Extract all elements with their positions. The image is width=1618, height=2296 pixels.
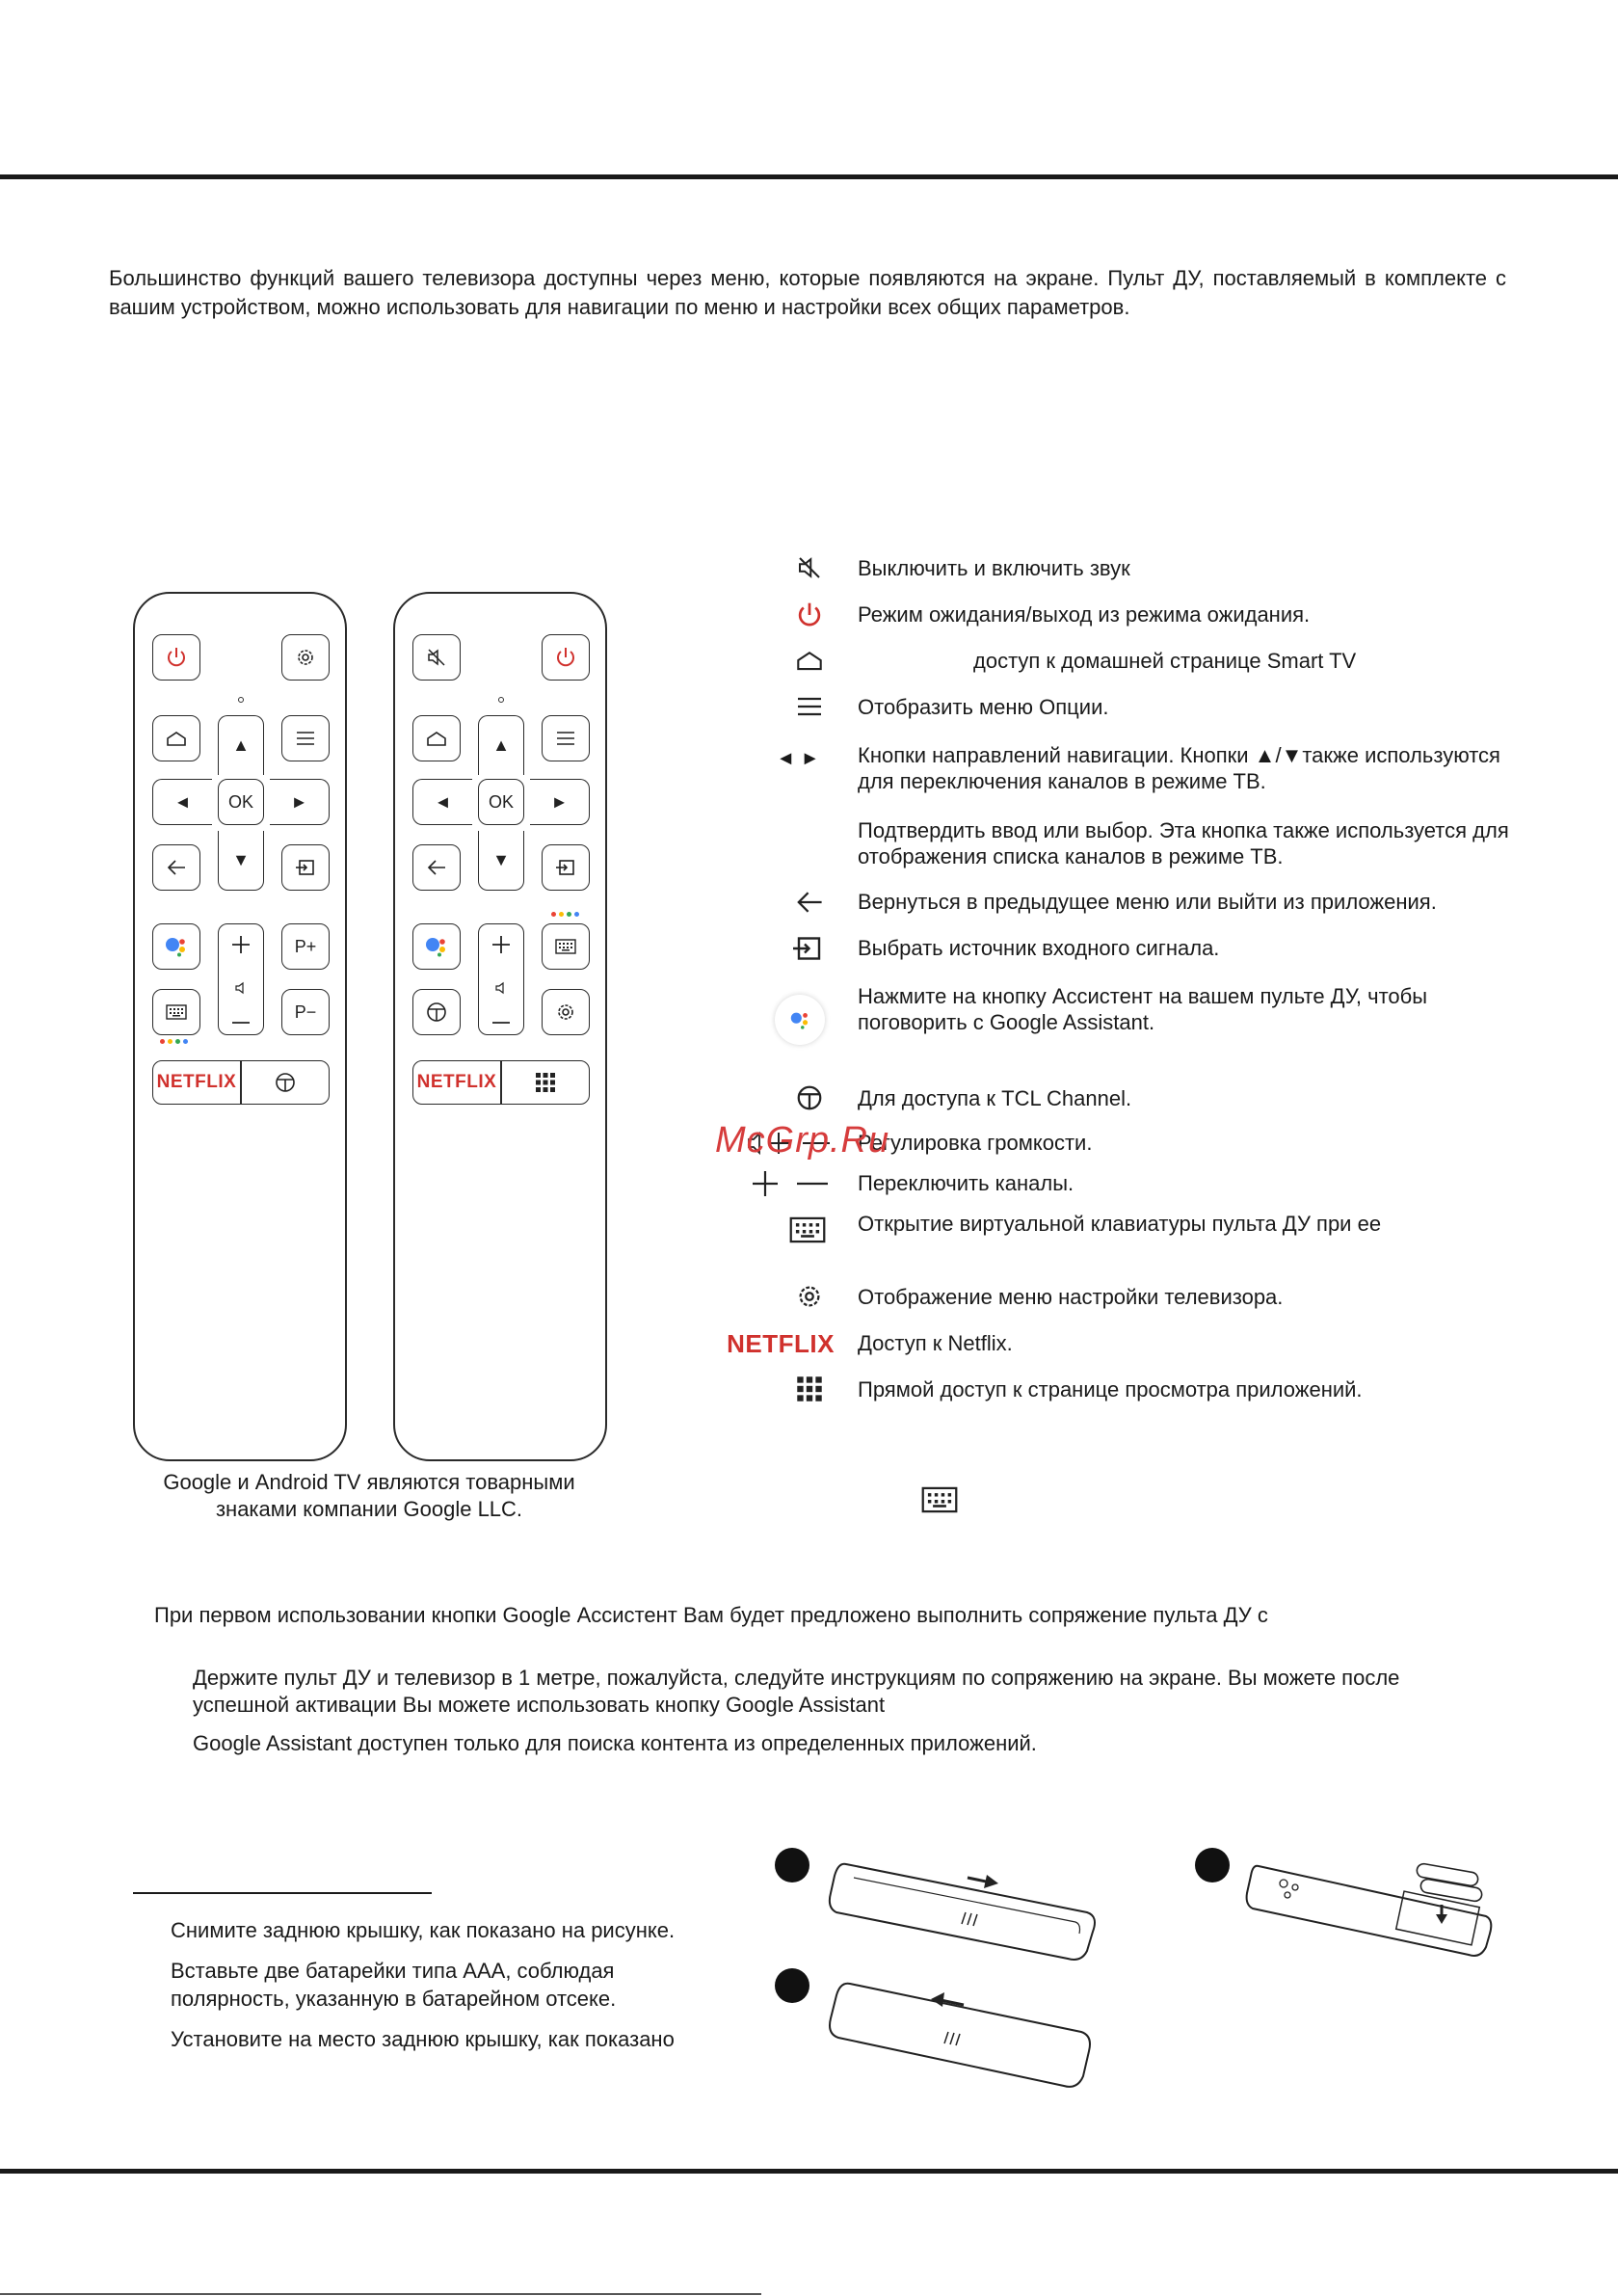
legend-power: Режим ожидания/выход из режима ожидания. <box>752 598 1561 636</box>
legend-ok: Подтвердить ввод или выбор. Эта кнопка также используется для отображения списка каналов в режиме ТВ. <box>858 818 1509 868</box>
remove-cover-illustration <box>827 1855 1097 1970</box>
power-icon <box>553 645 578 670</box>
gear-icon <box>795 1282 824 1311</box>
intro-paragraph: Большинство функций вашего телевизора доступны через меню, которые появляются на экране. Пульт ДУ, поставляемый в комплекте с вашим устройством, можно использовать для навигации по меню и настройки всех общих параметров. <box>109 266 1506 319</box>
legend-keyboard: Открытие виртуальной клавиатуры пульта ДУ при ее <box>752 1209 1561 1247</box>
speaker-icon <box>494 981 508 995</box>
mute-icon <box>425 646 448 669</box>
home-button[interactable] <box>412 715 461 761</box>
color-dots <box>551 912 579 917</box>
back-arrow-icon <box>165 858 188 877</box>
legend-mute: Выключить и включить звук <box>752 551 1561 590</box>
right-button[interactable]: ► <box>530 779 590 825</box>
netflix-button[interactable] <box>152 1060 241 1105</box>
indicator-led <box>238 697 244 703</box>
back-arrow-icon <box>792 889 827 916</box>
gear-icon <box>554 1001 577 1024</box>
channel-plus-minus-icon <box>747 1169 834 1198</box>
ok-button[interactable]: OK <box>218 779 264 825</box>
channel-up-button[interactable]: P+ <box>281 923 330 970</box>
power-icon <box>164 645 189 670</box>
tcl-channel-button[interactable] <box>412 989 461 1035</box>
trademark-line-1: Google и Android TV являются товарными <box>163 1470 575 1494</box>
battery-step-3: Установите на место заднюю крышку, как показано <box>171 2027 675 2051</box>
legend-settings: Отображение меню настройки телевизора. <box>752 1280 1561 1319</box>
keyboard-button[interactable] <box>542 923 590 970</box>
tcl-channel-icon <box>795 1083 824 1112</box>
keyboard-icon <box>921 1486 958 1518</box>
legend-volume: Регулировка громкости. <box>752 1126 1561 1164</box>
watermark: McGrp.Ru <box>715 1120 890 1161</box>
home-icon <box>425 729 448 748</box>
legend-arrows: ◄ ► Кнопки направлений навигации. Кнопки ▲/▼также используются для переключения каналов в режиме ТВ. <box>752 740 1561 798</box>
home-button[interactable] <box>152 715 200 761</box>
top-rule <box>0 174 1618 179</box>
legend-back: Вернуться в предыдущее меню или выйти из приложения. <box>752 885 1561 923</box>
mute-button[interactable] <box>412 634 461 681</box>
apps-grid-icon <box>535 1072 556 1093</box>
back-button[interactable] <box>152 844 200 891</box>
bottom-fragment-line <box>0 2293 761 2295</box>
minus-icon <box>491 1021 512 1025</box>
legend-input: Выбрать источник входного сигнала. <box>752 931 1561 970</box>
home-icon <box>793 648 826 673</box>
input-source-icon <box>789 934 826 963</box>
input-source-icon <box>294 858 317 877</box>
settings-button[interactable] <box>281 634 330 681</box>
google-assistant-icon <box>423 934 450 959</box>
battery-step-1: Снимите заднюю крышку, как показано на рисунке. <box>171 1918 676 1942</box>
legend-netflix: NETFLIX Доступ к Netflix. <box>727 1328 1013 1358</box>
section-underline <box>133 1892 432 1894</box>
legend-menu: Отобразить меню Опции. <box>752 690 1561 729</box>
bottom-rule <box>0 2169 1618 2174</box>
replace-cover-illustration <box>827 1976 1097 2101</box>
assistant-note: При первом использовании кнопки Google Ассистент Вам будет предложено выполнить сопряжение пульта ДУ с <box>154 1603 1268 1627</box>
speaker-icon <box>234 981 248 995</box>
netflix-icon: NETFLIX <box>727 1328 835 1358</box>
volume-rocker[interactable] <box>478 923 524 1035</box>
legend-tcl: Для доступа к TCL Channel. <box>752 1081 1561 1120</box>
battery-step-2: Вставьте две батарейки типа AAA, соблюдая полярность, указанную в батарейном отсеке. <box>171 1959 617 2011</box>
color-dots <box>160 1039 188 1044</box>
menu-button[interactable] <box>281 715 330 761</box>
minus-icon <box>230 1021 252 1025</box>
legend-apps: Прямой доступ к странице просмотра приложений. <box>752 1373 1561 1411</box>
left-button[interactable]: ◄ <box>152 779 212 825</box>
remote-control-2 <box>393 592 607 1461</box>
google-assistant-button[interactable] <box>412 923 461 970</box>
assistant-step-2: Google Assistant доступен только для поиска контента из определенных приложений. <box>193 1731 1037 1755</box>
apps-button[interactable] <box>501 1060 590 1105</box>
power-button[interactable] <box>152 634 200 681</box>
legend-assistant: Нажмите на кнопку Ассистент на вашем пульте ДУ, чтобы поговорить с Google Assistant. <box>752 979 1561 1047</box>
step-marker-3 <box>775 1968 809 2003</box>
left-button[interactable]: ◄ <box>412 779 472 825</box>
down-button[interactable]: ▼ <box>478 831 524 891</box>
netflix-button[interactable] <box>412 1060 501 1105</box>
volume-rocker[interactable] <box>218 923 264 1035</box>
tcl-channel-button[interactable] <box>241 1060 330 1105</box>
google-assistant-button[interactable] <box>152 923 200 970</box>
power-icon <box>794 600 825 630</box>
legend-channel: Переключить каналы. <box>752 1166 1561 1205</box>
down-button[interactable]: ▼ <box>218 831 264 891</box>
step-marker-1 <box>775 1848 809 1882</box>
up-button[interactable]: ▲ <box>218 715 264 775</box>
keyboard-icon <box>789 1216 826 1243</box>
trademark-note <box>133 1469 605 1523</box>
ok-button[interactable]: OK <box>478 779 524 825</box>
plus-icon <box>230 934 252 955</box>
keyboard-icon <box>555 939 576 954</box>
legend-home: доступ к домашней странице Smart TV <box>752 644 1561 682</box>
input-source-icon <box>554 858 577 877</box>
tcl-channel-icon <box>425 1001 448 1024</box>
trademark-line-2: знаками компании Google LLC. <box>215 1497 523 1521</box>
plus-icon <box>491 934 512 955</box>
home-icon <box>165 729 188 748</box>
arrows-icon: ◄ ► <box>776 747 820 769</box>
menu-icon <box>795 695 824 718</box>
input-button[interactable] <box>542 844 590 891</box>
channel-down-button[interactable]: P− <box>281 989 330 1035</box>
menu-icon <box>555 730 576 747</box>
mute-icon <box>795 553 824 582</box>
menu-button[interactable] <box>542 715 590 761</box>
tcl-channel-icon <box>274 1071 297 1094</box>
settings-button[interactable] <box>542 989 590 1035</box>
indicator-led <box>498 697 504 703</box>
keyboard-button[interactable] <box>152 989 200 1035</box>
up-button[interactable]: ▲ <box>478 715 524 775</box>
back-arrow-icon <box>425 858 448 877</box>
remote-control-1 <box>133 592 347 1461</box>
menu-icon <box>295 730 316 747</box>
step-marker-2 <box>1195 1848 1230 1882</box>
back-button[interactable] <box>412 844 461 891</box>
gear-icon <box>294 646 317 669</box>
power-button[interactable] <box>542 634 590 681</box>
input-button[interactable] <box>281 844 330 891</box>
assistant-step-1: Держите пульт ДУ и телевизор в 1 метре, пожалуйста, следуйте инструкциям по сопряжению на экране. Вы можете после успешной активации Вы можете использовать кнопку Google Assistant <box>193 1666 1400 1717</box>
google-assistant-icon <box>163 934 190 959</box>
keyboard-icon <box>166 1004 187 1020</box>
right-button[interactable]: ► <box>270 779 330 825</box>
google-assistant-icon <box>787 1008 812 1031</box>
netflix-logo: NETFLIX <box>156 1072 237 1092</box>
insert-batteries-illustration <box>1245 1855 1496 1970</box>
apps-grid-icon <box>796 1375 823 1402</box>
netflix-logo: NETFLIX <box>416 1072 497 1092</box>
